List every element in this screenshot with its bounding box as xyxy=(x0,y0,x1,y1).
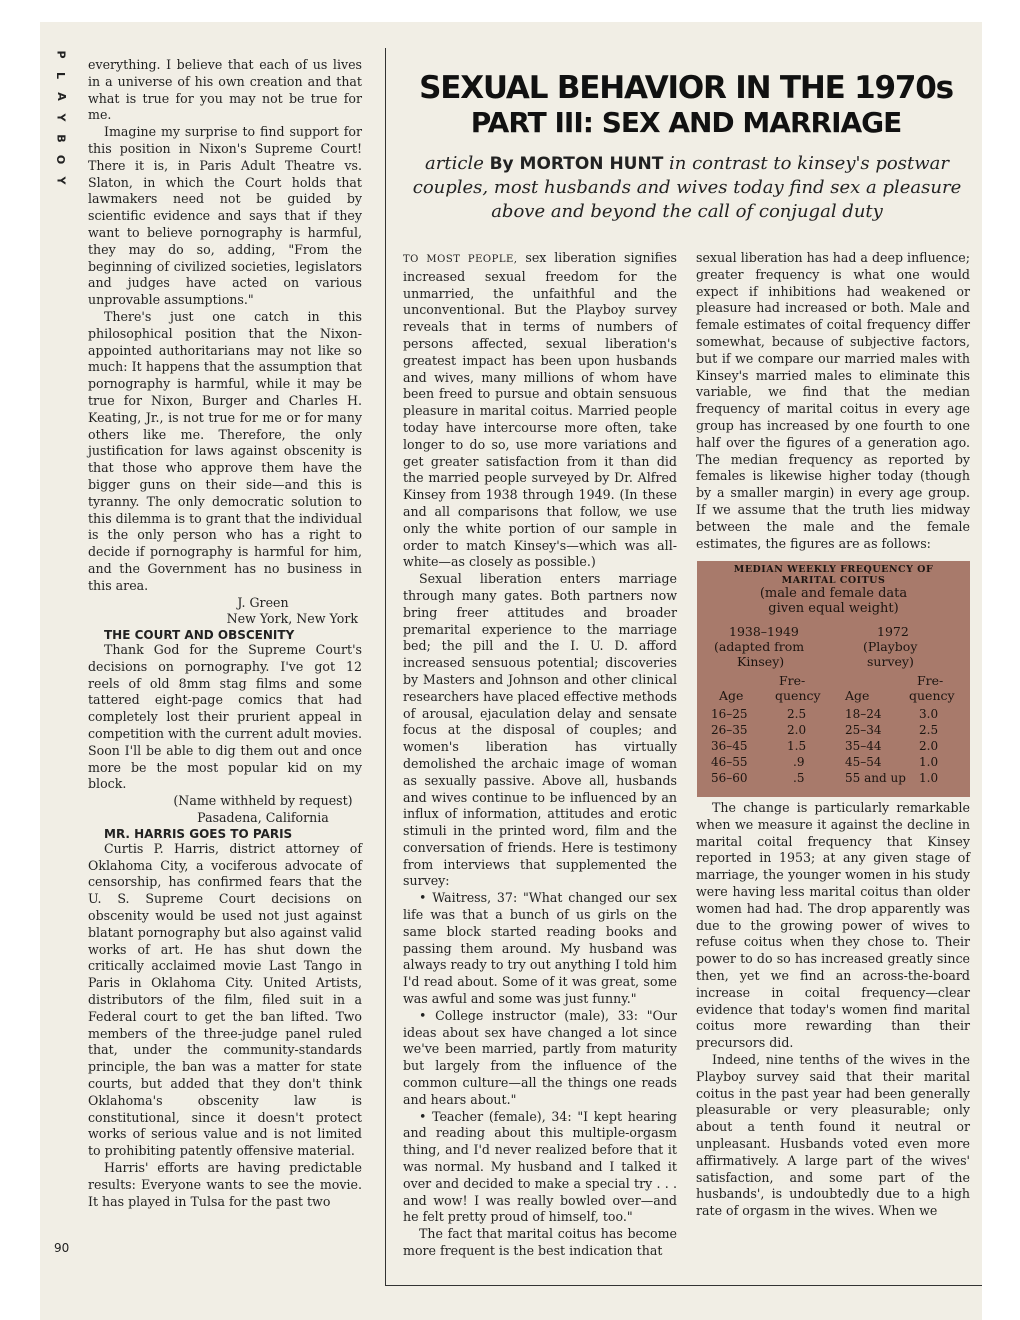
article-word: article xyxy=(425,153,484,174)
table-col-head: Fre- xyxy=(779,673,806,688)
article-author: By MORTON HUNT xyxy=(489,154,664,174)
table-period-source-right: (Playboy xyxy=(863,639,918,654)
testimony-quote: • Waitress, 37: "What changed our sex life was that a bunch of us girls on the same block started reading books and passing them around. My husband was always ready to try out anything I told him I'd read about. Some of it was great, some was awful and some was just funny." xyxy=(403,890,677,1007)
magazine-name-sidebar xyxy=(54,46,68,189)
sidebar-letter: P xyxy=(54,50,68,59)
table-col-head: quency xyxy=(909,688,955,703)
letters-column xyxy=(88,57,362,1210)
letter-paragraph: Curtis P. Harris, district attorney of Oklahoma City, a vociferous advocate of censorship, has confirmed fears that the U. S. Supreme Court decisions on obscenity would be used not just against blatant pornography but also against valid works of art. He has shut down the critically acclaimed movie Last Tango in Paris in Oklahoma City. United Artists, distributors of the film, filed suit in a Federal court to get the ban lifted. Two members of the three-judge panel ruled that, under the community-standards principle, the ban was a matter for state courts, but added that they don't think Oklahoma's obscenity law is constitutional, since it doesn't protect works of serious value and is not limited to prohibiting patently offensive material. xyxy=(88,840,362,1159)
lead-in: TO MOST PEOPLE, xyxy=(403,254,518,265)
letter-signature-place: Pasadena, California xyxy=(197,810,329,826)
table-col-head: Age xyxy=(845,688,870,703)
table-cell: 2.5 xyxy=(787,707,807,721)
table-title-line: MEDIAN WEEKLY FREQUENCY OF xyxy=(733,564,934,575)
letter-paragraph: everything. I believe that each of us lives in a universe of his own creation and that what is true for you may not be true for me. xyxy=(88,57,362,123)
article-paragraph: Sexual liberation enters marriage through many gates. Both partners now bring freer attitudes and broader premarital experience to the marriage bed; the pill and the I. U. D. afford increased sensuous potential; discoveries by Masters and Johnson and other clinical researchers have placed effective methods of arousal, ejaculation delay and sensate focus at the disposal of couples; and women's liberation has virtually demolished the archaic image of woman as sexually passive. Above all, husbands and wives continue to be influenced by an influx of information, attitudes and erotic stimuli in the printed word, film and the conversation of friends. Here is testimony from interviews that supplemented the survey: xyxy=(403,571,677,889)
table-cell: 18–24 xyxy=(845,707,882,721)
table-subtitle-line: given equal weight) xyxy=(768,601,899,616)
table-cell: 1.0 xyxy=(919,771,939,785)
letter-signature-place: New York, New York xyxy=(226,611,358,627)
table-col-head: Fre- xyxy=(917,673,944,688)
table-cell: .5 xyxy=(793,771,805,785)
article-paragraph: The change is particularly remarkable when we measure it against the decline in marital coital frequency that Kinsey reported in 1953; at any given stage of marriage, the younger women in his study were having less marital coitus than older women had had. The drop apparently was due to the growing power of wives to refuse coitus when they chose to. Their power to do so has increased greatly since then, yet we find an across-the-board increase in coital frequency—clear evidence that today's women find marital coitus more rewarding than their precursors did. xyxy=(696,800,970,1051)
sidebar-letter: B xyxy=(54,134,68,143)
table-cell: 46–55 xyxy=(711,755,748,769)
table-period-head-right: 1972 xyxy=(877,624,909,639)
table-cell: 3.0 xyxy=(919,707,939,721)
letter-paragraph: Thank God for the Supreme Court's decisions on pornography. I've got 12 reels of old 8mm stag films and some tattered eight-page comics that had completely lost their prurient appeal in competition with the current adult movies. Soon I'll be able to dig them out and once more be the most popular kid on my block. xyxy=(88,642,362,792)
article-paragraph xyxy=(403,250,677,571)
table-cell: 25–34 xyxy=(845,723,882,737)
article-column-1 xyxy=(403,250,677,1260)
table-cell: 2.0 xyxy=(787,723,807,737)
table-cell: 55 and up xyxy=(845,771,906,785)
table-subtitle-line: (male and female data xyxy=(759,586,908,601)
sidebar-letter: Y xyxy=(54,113,68,122)
letter-paragraph: Harris' efforts are having predictable results: Everyone wants to see the movie. It has played in Tulsa for the past two xyxy=(88,1160,362,1209)
testimony-quote: • Teacher (female), 34: "I kept hearing and reading about this multiple-orgasm thing, and I'd never realized before that it was normal. My husband and I talked it over and decided to make a special try . . . and wow! I was really bowled over—and he felt pretty proud of himself, too." xyxy=(403,1108,677,1225)
article-subtitle: PART III: SEX AND MARRIAGE xyxy=(470,106,902,139)
article-column-2-continued xyxy=(696,800,970,1220)
table-cell: .9 xyxy=(793,755,805,769)
letter-heading: MR. HARRIS GOES TO PARIS xyxy=(104,826,293,841)
table-cell: 16–25 xyxy=(711,707,748,721)
table-cell: 35–44 xyxy=(845,739,882,753)
sidebar-letter: Y xyxy=(54,176,68,185)
sidebar-letter: O xyxy=(54,154,68,165)
table-col-head: Age xyxy=(719,688,744,703)
frequency-table xyxy=(697,561,970,797)
article-paragraph: The fact that marital coitus has become more frequent is the best indication that xyxy=(403,1226,677,1259)
table-cell: 1.0 xyxy=(919,755,939,769)
letter-heading: THE COURT AND OBSCENITY xyxy=(104,628,295,643)
table-period-source-left: Kinsey) xyxy=(737,654,785,669)
table-cell: 45–54 xyxy=(845,755,882,769)
article-column-2 xyxy=(696,250,970,552)
article-paragraph: sexual liberation has had a deep influence; greater frequency is what one would expect if inhibitions had weakened or pleasure had increased or both. Male and female estimates of coital frequency differ somewhat, because of subjective factors, but if we compare our married males with Kinsey's married males to eliminate this variable, we find that the median frequency of marital coitus in every age group has increased by one fourth to one half over the figures of a generation ago. The median frequency as reported by females is likewise higher today (though by a smaller margin) in every age group. If we assume that the truth lies midway between the male and the female estimates, the figures are as follows: xyxy=(696,250,970,551)
article-deck: in contrast to kinsey's postwar couples, most husbands and wives today find sex a pleasure above and beyond the call of conjugal duty xyxy=(412,153,962,222)
article-paragraph: Indeed, nine tenths of the wives in the Playboy survey said that their marital coitus in the past year had been generally pleasurable or very pleasurable; only about a tenth found it neutral or unpleasant. Husbands voted even more affirmatively. A large part of the wives' satisfaction, and some part of the husbands', is undoubtedly due to a high rate of orgasm in the wives. When we xyxy=(696,1051,970,1219)
letter-paragraph: There's just one catch in this philosophical position that the Nixon-appointed authoritarians may not like so much: It happens that the assumption that pornography is harmful, while it may be true for Nixon, Burger and Charles H. Keating, Jr., is not true for me or for many others like me. Therefore, the only justification for laws against obscenity is that those who approve them have the bigger guns on their side—and this is tyranny. The only democratic solution to this dilemma is to grant that the individual is the only person who has a right to decide if pornography is harmful for him, and the Government has no business in this area. xyxy=(88,308,362,593)
letter-paragraph: Imagine my surprise to find support for this position in Nixon's Supreme Court! There it is, in Paris Adult Theatre vs. Slaton, in which the Court holds that lawmakers need not be guided by scientific evidence and says that if they want to believe pornography is harmful, they may do so, adding, "From the beginning of civilized societies, legislators and judges have acted on various unprovable assumptions." xyxy=(88,124,362,308)
table-title-line: MARITAL COITUS xyxy=(781,575,886,586)
article-title: SEXUAL BEHAVIOR IN THE 1970s xyxy=(419,70,953,106)
table-col-head: quency xyxy=(775,688,821,703)
article-byline xyxy=(392,152,982,224)
table-cell: 36–45 xyxy=(711,739,748,753)
table-cell: 2.0 xyxy=(919,739,939,753)
article-text: sex liberation signifies increased sexual freedom for the unmarried, the unfaithful and the unconventional. But the Playboy survey reveals that in terms of numbers of persons affected, sexual liberation's greatest impact has been upon husbands and wives, many millions of whom have been freed to pursue and obtain sensuous pleasure in marital coitus. Married people today have intercourse more often, take longer to do so, use more variations and get greater satisfaction from it than did the married people surveyed by Dr. Alfred Kinsey from 1938 through 1949. (In these and all comparisons that follow, we use only the white portion of our sample in order to match Kinsey's—which was all-white—as closely as possible.) xyxy=(403,250,677,570)
sidebar-letter: A xyxy=(54,92,68,101)
testimony-quote: • College instructor (male), 33: "Our ideas about sex have changed a lot since we've been married, partly from maturity but largely from the influence of the common culture—all the things one reads and hears about." xyxy=(403,1007,677,1107)
table-cell: 1.5 xyxy=(787,739,807,753)
table-period-source-left: (adapted from xyxy=(714,639,805,654)
table-period-source-right: survey) xyxy=(867,654,914,669)
table-cell: 2.5 xyxy=(919,723,939,737)
letter-signature-name: (Name withheld by request) xyxy=(173,793,353,809)
table-cell: 26–35 xyxy=(711,723,748,737)
sidebar-letter: L xyxy=(54,71,68,80)
table-cell: 56–60 xyxy=(711,771,748,785)
page-number: 90 xyxy=(54,1241,70,1255)
letter-signature-name: J. Green xyxy=(237,594,289,610)
table-period-head-left: 1938–1949 xyxy=(729,624,799,639)
